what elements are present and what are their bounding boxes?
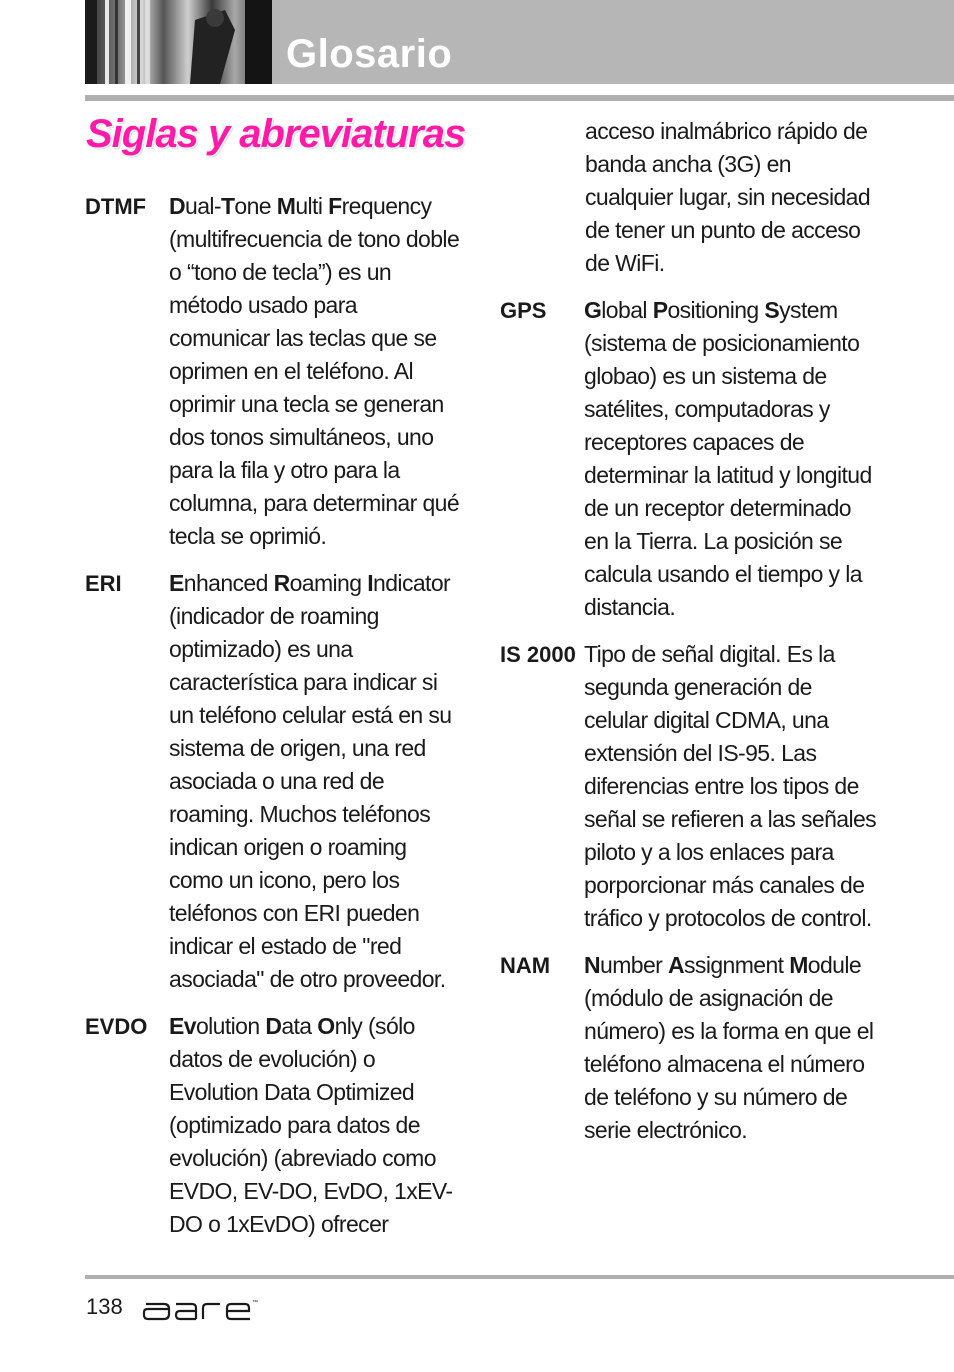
left-column (85, 190, 460, 1255)
glossary-definition: Enhanced Roaming Indicator (indicador de roaming optimizado) es una característica para indicar si un teléfono celular está en su sistema de origen, una red asociada o una red de roaming. Muchos teléfonos indican origen o roaming como un icono, pero los teléfonos con ERI pueden indicar el estado de "red asociada" de otro proveedor. (169, 570, 452, 992)
right-column (500, 115, 880, 1161)
glossary-definition: Global Positioning System (sistema de posicionamiento globao) es un sistema de satélites, computadoras y receptores capaces de determinar la latitud y longitud de un receptor determinado en la Tierra. La posición se calcula usando el tiempo y la distancia. (584, 297, 872, 620)
glossary-term: EVDO (85, 1014, 148, 1039)
glossary-definition-continued: acceso inalmábrico rápido de banda ancha (3G) en cualquier lugar, sin necesidad de tener un punto de acceso de WiFi. (585, 118, 871, 276)
glossary-entry-eri (85, 567, 460, 996)
glossary-entry-gps (500, 294, 880, 624)
glossary-term: IS 2000 (500, 642, 576, 667)
glossary-definition: Evolution Data Only (sólo datos de evolución) o Evolution Data Optimized (optimizado para datos de evolución) (abreviado como EVDO, EV-DO, EvDO, 1xEV-DO o 1xEvDO) ofrecer (169, 1013, 453, 1237)
glossary-definition: Dual-Tone Multi Frequency (multifrecuencia de tono doble o “tono de tecla”) es un método usado para comunicar las teclas que se oprimen en el teléfono. Al oprimir una tecla se generan dos tonos simultáneos, uno para la fila y otro para la columna, para determinar qué tecla se oprimió. (169, 193, 460, 549)
glossary-entry-nam (500, 949, 880, 1147)
page-title: Glosario (286, 32, 453, 76)
glossary-definition: Tipo de señal digital. Es la segunda generación de celular digital CDMA, una extensión del IS-95. Las diferencias entre los tipos de señal se refieren a las señales piloto y a los enlaces para porporcionar más canales de tráfico y protocolos de control. (584, 641, 877, 931)
header-photo (85, 0, 272, 84)
svg-text:™: ™ (252, 1300, 258, 1306)
glossary-definition: Number Assignment Module (módulo de asignación de número) es la forma en que el teléfono almacena el número de teléfono y su número de serie electrónico. (584, 952, 874, 1143)
section-title: Siglas y abreviaturas (86, 112, 466, 156)
glossary-entry-is2000 (500, 638, 880, 935)
divider (85, 95, 954, 101)
page-number: 138 (86, 1294, 123, 1319)
footer-divider (85, 1275, 954, 1279)
glossary-term: GPS (500, 298, 547, 323)
header-photo-art (85, 0, 272, 84)
glossary-entry-evdo (85, 1010, 460, 1241)
dare-logo-icon (142, 1296, 262, 1322)
glossary-term: NAM (500, 953, 551, 978)
glossary-term: DTMF (85, 194, 147, 219)
glossary-term: ERI (85, 571, 122, 596)
glossary-entry-dtmf (85, 190, 460, 553)
